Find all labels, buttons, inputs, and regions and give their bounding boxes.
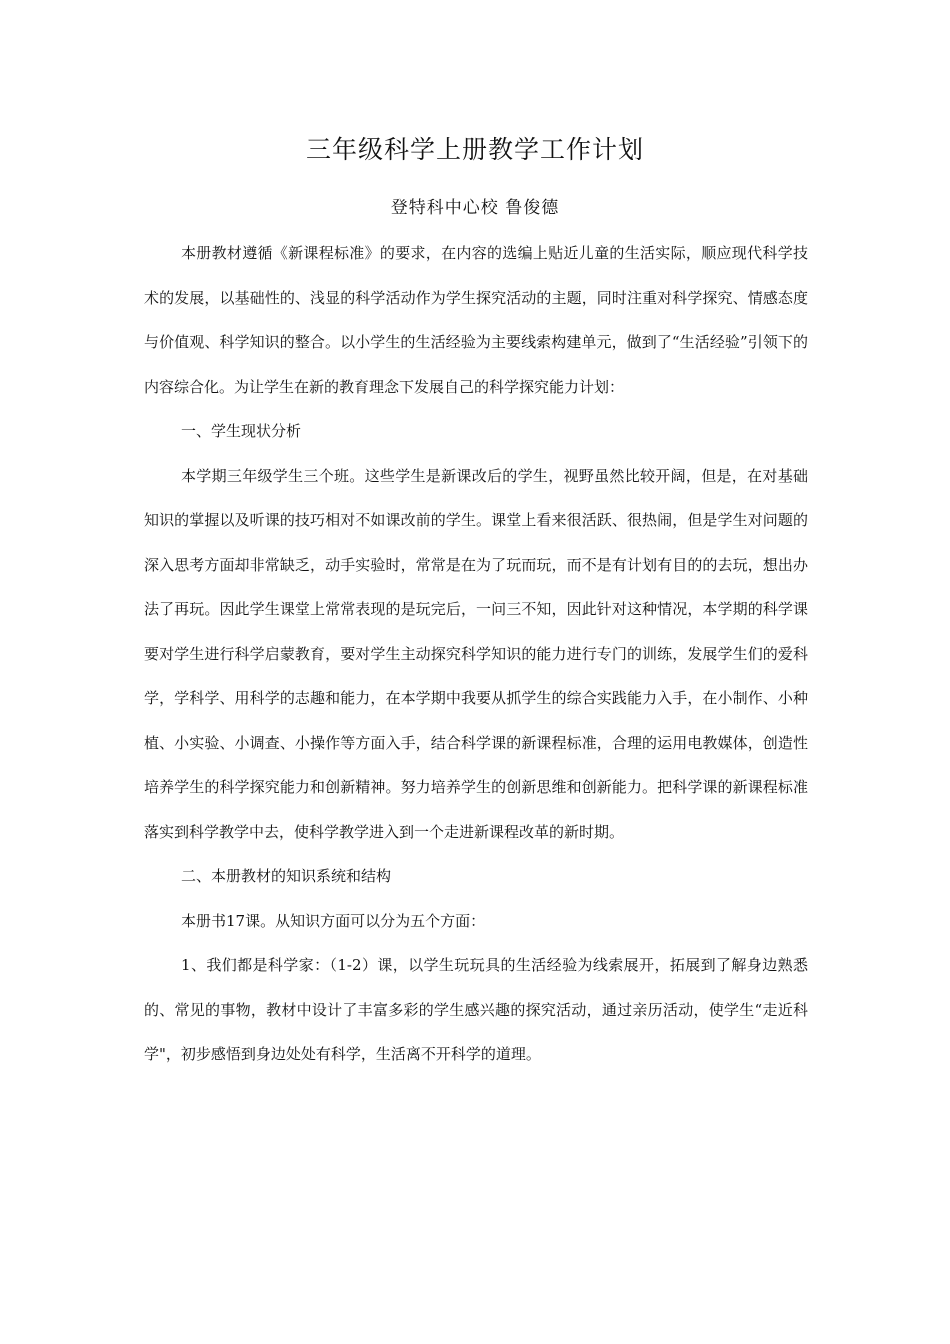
- section-heading-2: 二、本册教材的知识系统和结构: [181, 867, 392, 885]
- lesson-count-paragraph: 本册书17课。从知识方面可以分为五个方面：: [181, 911, 486, 930]
- unit-one-paragraph: 1、我们都是科学家：（1-2）课，以学生玩玩具的生活经验为线索展开，拓展到了解身边熟悉的、常见的事物，教材中设计了丰富多彩的学生感兴趣的探究活动，通过亲历活动，使学生“走近科学"，初步感悟到身边处处有科学，生活离不开科学的道理。: [144, 956, 808, 1063]
- intro-paragraph: 本册教材遵循《新课程标准》的要求，在内容的选编上贴近儿童的生活实际，顺应现代科学技术的发展，以基础性的、浅显的科学活动作为学生探究活动的主题，同时注重对科学探究、情感态度与价值观、科学知识的整合。以小学生的生活经验为主要线索构建单元，做到了“生活经验”引领下的内容综合化。为让学生在新的教育理念下发展自己的科学探究能力计划：: [144, 244, 808, 396]
- section-heading-1: 一、学生现状分析: [181, 422, 302, 440]
- document-title: 三年级科学上册教学工作计划: [305, 135, 644, 164]
- author-line: 登特科中心校 鲁俊德: [390, 198, 560, 218]
- student-analysis-paragraph: 本学期三年级学生三个班。这些学生是新课改后的学生，视野虽然比较开阔，但是，在对基础知识的掌握以及听课的技巧相对不如课改前的学生。课堂上看来很活跃、很热闹，但是学生对问题的深入思考方面却非常缺乏，动手实验时，常常是在为了玩而玩，而不是有计划有目的的去玩，想出办法了再玩。因此学生课堂上常常表现的是玩完后，一问三不知，因此针对这种情况，本学期的科学课要对学生进行科学启蒙教育，要对学生主动探究科学知识的能力进行专门的训练，发展学生们的爱科学，学科学、用科学的志趣和能力，在本学期中我要从抓学生的综合实践能力入手，在小制作、小种植、小实验、小调查、小操作等方面入手，结合科学课的新课程标准，合理的运用电教媒体，创造性培养学生的科学探究能力和创新精神。努力培养学生的创新思维和创新能力。把科学课的新课程标准落实到科学教学中去，使科学教学进入到一个走进新课程改革的新时期。: [144, 466, 808, 841]
- document-body: [144, 231, 808, 1077]
